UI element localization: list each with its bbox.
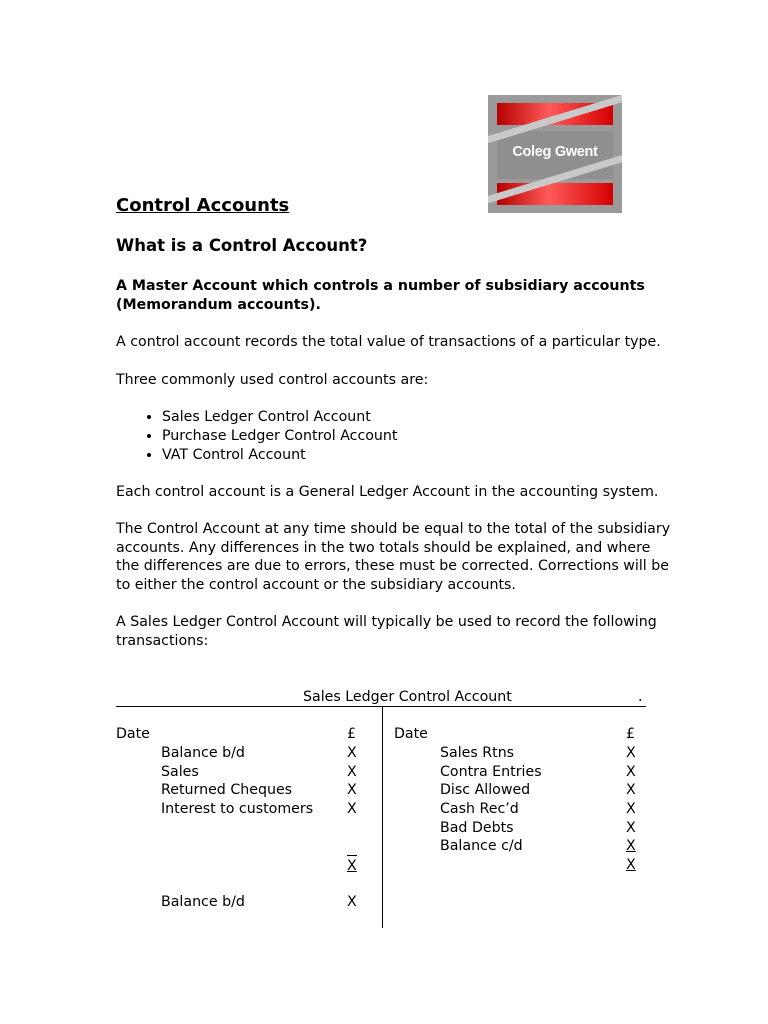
logo-text: Coleg Gwent (512, 144, 598, 160)
credit-entry-label: Balance c/d (440, 838, 523, 854)
debit-entry-amount: X (347, 764, 357, 780)
t-account-title: Sales Ledger Control Account (303, 689, 512, 705)
credit-entry-amount: X (626, 782, 636, 798)
paragraph-equal-line-1: The Control Account at any time should be equal to the total of the subsidiary (116, 521, 671, 537)
credit-date-header: Date (394, 726, 428, 742)
paragraph-sales-line-1: A Sales Ledger Control Account will typically be used to record the following (116, 614, 657, 630)
credit-entry-label: Sales Rtns (440, 745, 515, 761)
credit-entry-label: Cash Rec’d (440, 801, 519, 817)
debit-entry-label: Sales (161, 764, 199, 780)
debit-entry-amount: X (347, 745, 357, 761)
debit-entry-amount: X (347, 782, 357, 798)
paragraph-three-accounts: Three commonly used control accounts are: (116, 372, 429, 388)
debit-entry-label: Interest to customers (161, 801, 314, 817)
debit-date-header: Date (116, 726, 150, 742)
t-account-top-rule (116, 706, 646, 707)
debit-closing-label: Balance b/d (161, 894, 245, 910)
credit-entry-amount: X (626, 838, 636, 854)
credit-entry-label: Contra Entries (440, 764, 542, 780)
paragraph-general-ledger: Each control account is a General Ledger Account in the accounting system. (116, 484, 659, 500)
credit-currency-header: £ (626, 726, 636, 742)
list-item: • VAT Control Account (162, 446, 397, 465)
credit-entry-amount: X (626, 820, 636, 836)
paragraph-records: A control account records the total value of transactions of a particular type. (116, 334, 661, 350)
t-account-center-rule (382, 706, 383, 928)
credit-total: X (626, 857, 636, 873)
definition-line-1: A Master Account which controls a number of subsidiary accounts (116, 278, 645, 294)
paragraph-equal-line-3: the differences are due to errors, these must be corrected. Corrections will be (116, 558, 669, 574)
definition-line-2: (Memorandum accounts). (116, 297, 321, 313)
section-subheading: What is a Control Account? (116, 236, 368, 255)
debit-total: X (347, 855, 357, 876)
paragraph-equal-line-4: to either the control account or the subsidiary accounts. (116, 577, 516, 593)
coleg-gwent-logo (488, 95, 622, 213)
credit-entry-amount: X (626, 745, 636, 761)
debit-closing-amount: X (347, 894, 357, 910)
page-title: Control Accounts (116, 195, 290, 216)
debit-currency-header: £ (347, 726, 357, 742)
control-account-list (136, 408, 397, 465)
list-item: • Purchase Ledger Control Account (162, 427, 397, 446)
credit-entry-amount: X (626, 764, 636, 780)
t-account-title-trail: . (638, 689, 643, 705)
credit-entry-label: Disc Allowed (440, 782, 531, 798)
debit-entry-label: Balance b/d (161, 745, 245, 761)
debit-entry-amount: X (347, 801, 357, 817)
debit-entry-label: Returned Cheques (161, 782, 293, 798)
paragraph-equal-line-2: accounts. Any differences in the two totals should be explained, and where (116, 540, 651, 556)
credit-entry-amount: X (626, 801, 636, 817)
list-item: • Sales Ledger Control Account (162, 408, 397, 427)
paragraph-sales-line-2: transactions: (116, 633, 209, 649)
credit-entry-label: Bad Debts (440, 820, 514, 836)
